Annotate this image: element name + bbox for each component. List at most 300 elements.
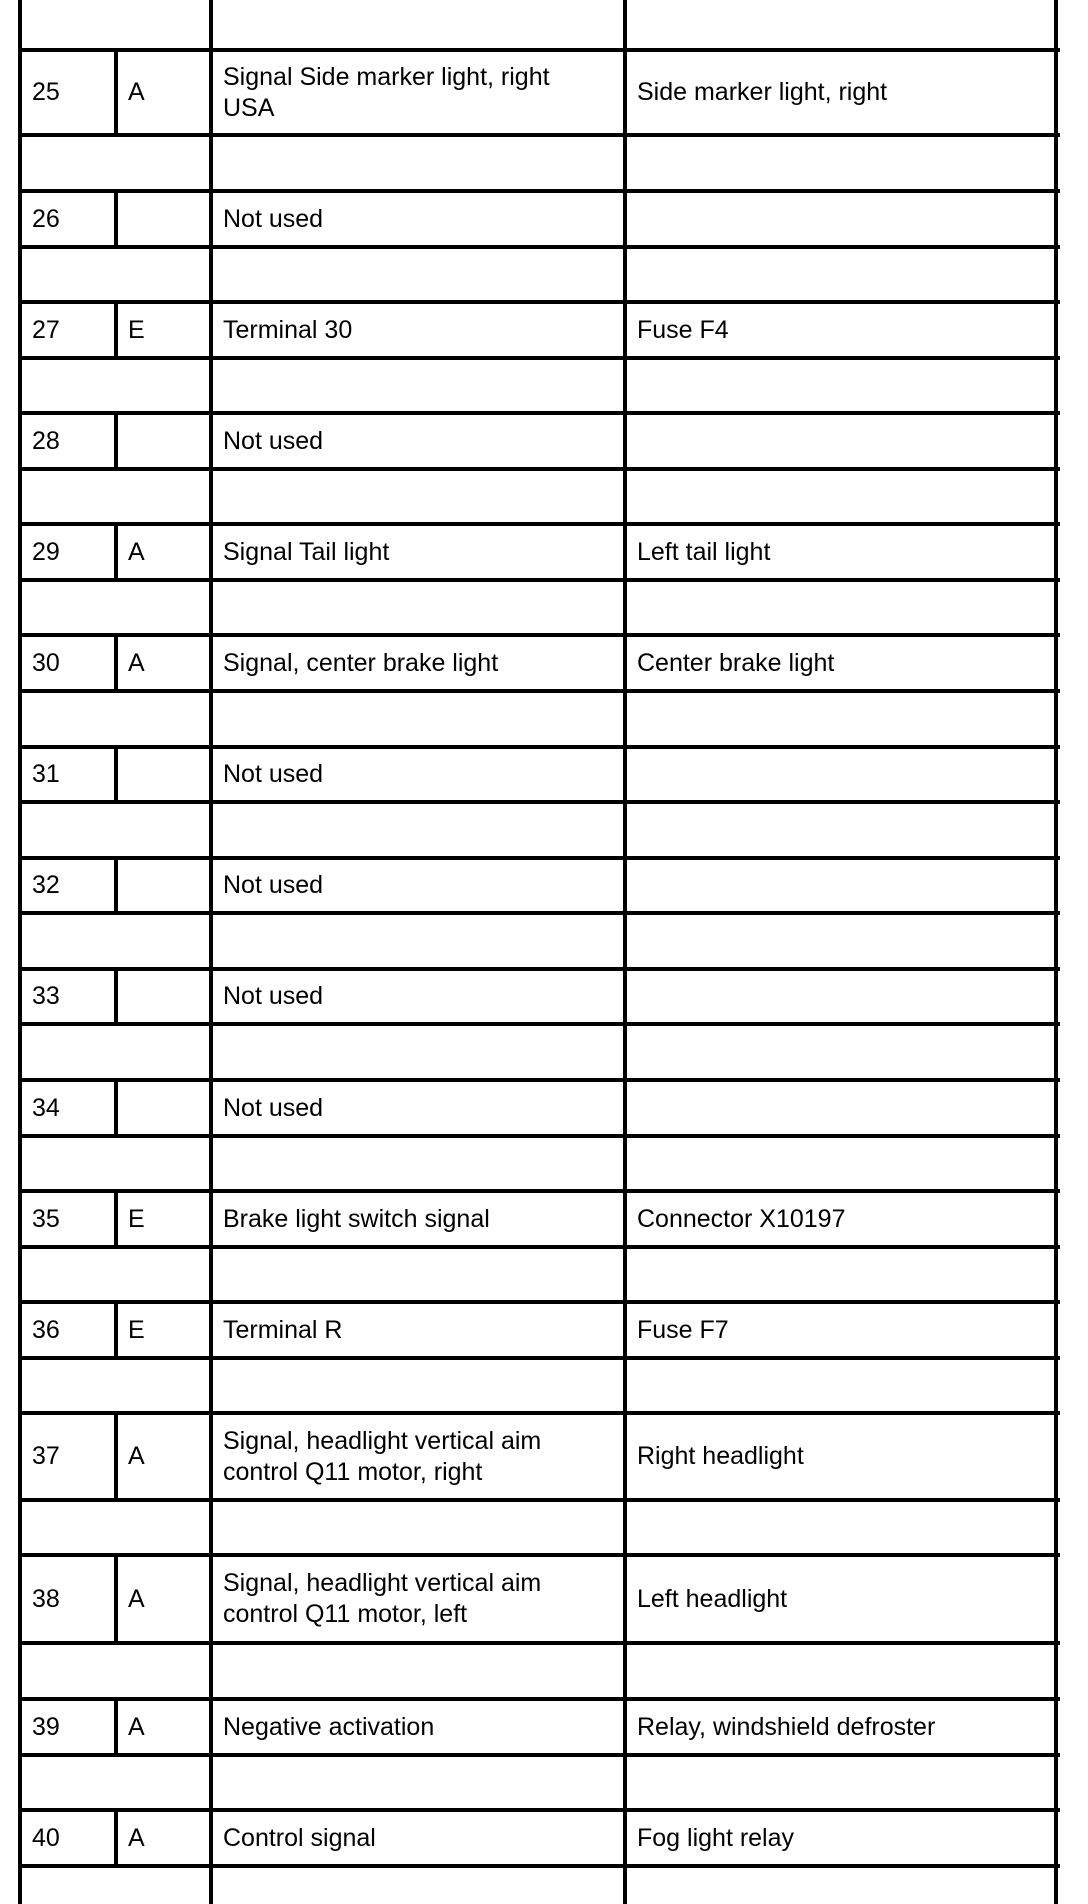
description-cell — [211, 360, 625, 411]
table-spacer-row — [20, 1757, 1060, 1808]
pin-cell — [20, 1360, 116, 1411]
column-divider — [114, 1697, 118, 1757]
pin-cell: 38 — [32, 1584, 60, 1613]
type-cell — [116, 749, 211, 800]
column-divider — [114, 189, 118, 249]
description-cell — [211, 582, 625, 633]
description-cell: Not used — [223, 1093, 324, 1122]
description-cell — [211, 0, 625, 48]
column-divider — [1054, 0, 1058, 52]
row-divider — [18, 911, 1060, 915]
table-row — [20, 526, 1060, 578]
table-spacer-row — [20, 582, 1060, 633]
connection-cell — [625, 1249, 1060, 1300]
connection-cell — [625, 1868, 1060, 1900]
column-divider — [1054, 1245, 1058, 1304]
row-divider — [18, 1189, 1060, 1193]
connection-cell: Side marker light, right — [637, 78, 888, 106]
column-divider — [1054, 48, 1058, 137]
row-divider — [18, 1022, 1060, 1026]
pin-cell: 30 — [32, 648, 60, 677]
row-divider — [18, 1078, 1060, 1082]
column-divider — [209, 1356, 213, 1415]
type-cell: A — [128, 537, 145, 566]
column-divider — [18, 1697, 22, 1757]
column-divider — [1054, 1864, 1058, 1904]
type-cell — [116, 1249, 211, 1300]
type-cell — [116, 1360, 211, 1411]
column-divider — [623, 911, 627, 971]
description-cell — [211, 1249, 625, 1300]
column-divider — [623, 1641, 627, 1701]
column-divider — [1054, 1753, 1058, 1812]
row-divider — [18, 633, 1060, 637]
type-cell: E — [128, 315, 145, 344]
connection-cell — [625, 1082, 1060, 1134]
pin-cell — [20, 1645, 116, 1697]
type-cell — [116, 804, 211, 856]
column-divider — [1054, 745, 1058, 804]
column-divider — [18, 1808, 22, 1868]
connection-cell — [625, 415, 1060, 467]
row-divider — [18, 48, 1060, 52]
column-divider — [1054, 1022, 1058, 1082]
table-row — [20, 749, 1060, 800]
type-cell — [116, 582, 211, 633]
description-cell: Brake light switch signal — [223, 1204, 490, 1233]
column-divider — [18, 1864, 22, 1904]
column-divider — [114, 522, 118, 582]
row-divider — [18, 1697, 1060, 1701]
column-divider — [623, 1498, 627, 1557]
type-cell — [116, 1138, 211, 1189]
table-spacer-row — [20, 249, 1060, 300]
type-cell: A — [128, 648, 145, 677]
description-cell — [211, 1360, 625, 1411]
column-divider — [623, 411, 627, 471]
table-row — [20, 1082, 1060, 1134]
pin-cell — [20, 582, 116, 633]
connection-cell — [625, 0, 1060, 48]
column-divider — [114, 1300, 118, 1360]
table-row — [20, 193, 1060, 245]
column-divider — [18, 1498, 22, 1557]
column-divider — [1054, 1411, 1058, 1502]
column-divider — [209, 133, 213, 193]
column-divider — [209, 800, 213, 860]
row-divider — [18, 1245, 1060, 1249]
column-divider — [209, 1022, 213, 1082]
column-divider — [18, 0, 22, 52]
column-divider — [18, 1553, 22, 1645]
row-divider — [18, 1411, 1060, 1415]
column-divider — [623, 1356, 627, 1415]
column-divider — [623, 856, 627, 915]
table-row — [20, 415, 1060, 467]
row-divider — [18, 689, 1060, 693]
type-cell — [116, 0, 211, 48]
column-divider — [209, 1864, 213, 1904]
description-cell: Not used — [223, 426, 324, 455]
column-divider — [209, 745, 213, 804]
pin-cell: 27 — [32, 315, 60, 344]
column-divider — [623, 1134, 627, 1193]
row-divider — [18, 1498, 1060, 1502]
connection-cell — [625, 582, 1060, 633]
type-cell — [116, 1868, 211, 1900]
type-cell — [116, 915, 211, 967]
pin-cell: 33 — [32, 982, 60, 1010]
connection-cell — [625, 1502, 1060, 1553]
pin-cell — [20, 1757, 116, 1808]
description-cell — [211, 137, 625, 189]
column-divider — [1054, 911, 1058, 971]
type-cell — [116, 249, 211, 300]
column-divider — [623, 1245, 627, 1304]
column-divider — [1054, 1356, 1058, 1415]
table-row — [20, 971, 1060, 1022]
column-divider — [18, 689, 22, 749]
description-cell — [211, 804, 625, 856]
pin-cell — [20, 1138, 116, 1189]
pin-cell: 40 — [32, 1823, 60, 1852]
connection-cell — [625, 137, 1060, 189]
connection-cell — [625, 1757, 1060, 1808]
row-divider — [18, 467, 1060, 471]
column-divider — [209, 689, 213, 749]
column-divider — [209, 1641, 213, 1701]
column-divider — [114, 856, 118, 915]
column-divider — [209, 1697, 213, 1757]
column-divider — [209, 1189, 213, 1249]
description-cell — [211, 693, 625, 745]
connection-cell — [625, 471, 1060, 522]
column-divider — [18, 411, 22, 471]
connection-cell: Left tail light — [637, 537, 771, 566]
column-divider — [1054, 189, 1058, 249]
column-divider — [1054, 800, 1058, 860]
type-cell: E — [128, 1204, 145, 1233]
column-divider — [1054, 300, 1058, 360]
row-divider — [18, 1300, 1060, 1304]
pin-cell — [20, 471, 116, 522]
column-divider — [1054, 1189, 1058, 1249]
table-spacer-row — [20, 1502, 1060, 1553]
connection-cell: Fuse F7 — [637, 1315, 729, 1344]
column-divider — [1054, 689, 1058, 749]
column-divider — [623, 1300, 627, 1360]
table-row — [20, 1415, 1060, 1498]
column-divider — [18, 133, 22, 193]
table-spacer-row — [20, 915, 1060, 967]
column-divider — [18, 1411, 22, 1502]
table-spacer-row — [20, 1249, 1060, 1300]
column-divider — [18, 1022, 22, 1082]
pin-cell — [20, 1502, 116, 1553]
table-row — [20, 304, 1060, 356]
type-cell — [116, 360, 211, 411]
table-row — [20, 637, 1060, 689]
table-row — [20, 1557, 1060, 1641]
description-cell: Not used — [223, 760, 324, 788]
description-cell: Signal Side marker light, right USA — [223, 62, 550, 122]
row-divider — [18, 1864, 1060, 1868]
column-divider — [114, 745, 118, 804]
row-divider — [18, 1753, 1060, 1757]
type-cell — [116, 860, 211, 911]
row-divider — [18, 189, 1060, 193]
connection-cell — [625, 1026, 1060, 1078]
column-divider — [18, 1078, 22, 1138]
row-divider — [18, 856, 1060, 860]
column-divider — [1054, 1808, 1058, 1868]
pin-cell — [20, 915, 116, 967]
column-divider — [623, 1022, 627, 1082]
column-divider — [1054, 967, 1058, 1026]
column-divider — [18, 48, 22, 137]
connection-cell — [625, 749, 1060, 800]
column-divider — [623, 800, 627, 860]
column-divider — [1054, 467, 1058, 526]
column-divider — [18, 578, 22, 637]
description-cell: Control signal — [223, 1823, 376, 1852]
description-cell — [211, 249, 625, 300]
column-divider — [623, 0, 627, 52]
table-row — [20, 1701, 1060, 1753]
pin-cell: 32 — [32, 871, 60, 899]
column-divider — [623, 578, 627, 637]
row-divider — [18, 1356, 1060, 1360]
column-divider — [623, 522, 627, 582]
column-divider — [1054, 133, 1058, 193]
column-divider — [114, 300, 118, 360]
table-row — [20, 1193, 1060, 1245]
column-divider — [114, 48, 118, 137]
column-divider — [623, 133, 627, 193]
column-divider — [623, 633, 627, 693]
description-cell — [211, 1868, 625, 1900]
description-cell: Signal, headlight vertical aim control Q11 motor, right — [223, 1426, 542, 1486]
table-row — [20, 1812, 1060, 1864]
column-divider — [209, 967, 213, 1026]
connection-cell — [625, 860, 1060, 911]
table-row — [20, 1304, 1060, 1356]
description-cell: Signal, center brake light — [223, 648, 499, 677]
column-divider — [623, 1864, 627, 1904]
column-divider — [209, 411, 213, 471]
pin-cell: 26 — [32, 204, 60, 233]
column-divider — [1054, 1553, 1058, 1645]
type-cell — [116, 471, 211, 522]
column-divider — [623, 1411, 627, 1502]
connection-cell: Right headlight — [637, 1442, 804, 1470]
connection-cell: Relay, windshield defroster — [637, 1712, 936, 1741]
column-divider — [209, 1300, 213, 1360]
connection-cell: Fuse F4 — [637, 315, 729, 344]
column-divider — [1054, 633, 1058, 693]
type-cell — [116, 971, 211, 1022]
column-divider — [209, 300, 213, 360]
pin-cell: 39 — [32, 1712, 60, 1741]
column-divider — [1054, 411, 1058, 471]
column-divider — [209, 356, 213, 415]
column-divider — [209, 1411, 213, 1502]
type-cell: A — [128, 1823, 145, 1852]
connection-cell — [625, 971, 1060, 1022]
pin-cell: 35 — [32, 1204, 60, 1233]
row-divider — [18, 245, 1060, 249]
pin-cell: 36 — [32, 1315, 60, 1344]
connection-cell: Connector X10197 — [637, 1204, 846, 1233]
table-spacer-row — [20, 471, 1060, 522]
column-divider — [18, 189, 22, 249]
type-cell — [116, 415, 211, 467]
pin-cell: 37 — [32, 1442, 60, 1470]
pin-cell: 34 — [32, 1093, 60, 1122]
description-cell: Signal, headlight vertical aim control Q11 motor, left — [223, 1569, 542, 1628]
pin-cell: 31 — [32, 760, 60, 788]
column-divider — [209, 522, 213, 582]
table-spacer-row — [20, 0, 1060, 48]
column-divider — [1054, 1134, 1058, 1193]
row-divider — [18, 1134, 1060, 1138]
table-spacer-row — [20, 1645, 1060, 1697]
pin-cell — [20, 1026, 116, 1078]
pin-cell — [20, 137, 116, 189]
table-spacer-row — [20, 693, 1060, 745]
table-spacer-row — [20, 1360, 1060, 1411]
row-divider — [18, 578, 1060, 582]
pin-cell — [20, 0, 116, 48]
column-divider — [623, 356, 627, 415]
type-cell — [116, 1502, 211, 1553]
column-divider — [114, 1553, 118, 1645]
column-divider — [18, 467, 22, 526]
column-divider — [623, 48, 627, 137]
pin-cell: 25 — [32, 78, 60, 106]
description-cell — [211, 915, 625, 967]
connection-cell — [625, 915, 1060, 967]
column-divider — [1054, 1078, 1058, 1138]
pin-cell — [20, 360, 116, 411]
connection-cell — [625, 360, 1060, 411]
column-divider — [623, 967, 627, 1026]
description-cell: Not used — [223, 204, 324, 233]
column-divider — [209, 1245, 213, 1304]
column-divider — [18, 522, 22, 582]
column-divider — [18, 856, 22, 915]
type-cell — [116, 1082, 211, 1134]
description-cell: Terminal 30 — [223, 315, 353, 344]
description-cell — [211, 1502, 625, 1553]
table-spacer-row — [20, 1138, 1060, 1189]
row-divider — [18, 745, 1060, 749]
column-divider — [18, 745, 22, 804]
row-divider — [18, 800, 1060, 804]
column-divider — [1054, 245, 1058, 304]
pin-cell — [20, 693, 116, 745]
row-divider — [18, 300, 1060, 304]
column-divider — [18, 1753, 22, 1812]
type-cell — [116, 1645, 211, 1697]
type-cell: A — [128, 1442, 145, 1470]
column-divider — [209, 48, 213, 137]
column-divider — [18, 1300, 22, 1360]
column-divider — [623, 1697, 627, 1757]
column-divider — [18, 1356, 22, 1415]
column-divider — [209, 467, 213, 526]
column-divider — [209, 1134, 213, 1193]
description-cell: Terminal R — [223, 1315, 343, 1344]
description-cell: Not used — [223, 982, 324, 1010]
connection-cell: Fog light relay — [637, 1823, 795, 1852]
column-divider — [623, 467, 627, 526]
column-divider — [209, 1808, 213, 1868]
column-divider — [18, 633, 22, 693]
pin-cell — [20, 804, 116, 856]
description-cell: Not used — [223, 871, 324, 899]
table-row — [20, 52, 1060, 133]
column-divider — [18, 1245, 22, 1304]
column-divider — [114, 1808, 118, 1868]
column-divider — [623, 189, 627, 249]
column-divider — [18, 300, 22, 360]
pin-cell: 29 — [32, 537, 60, 566]
table-spacer-row — [20, 1026, 1060, 1078]
column-divider — [209, 189, 213, 249]
column-divider — [18, 911, 22, 971]
row-divider — [18, 967, 1060, 971]
table-spacer-row — [20, 137, 1060, 189]
pin-cell: 28 — [32, 426, 60, 455]
column-divider — [209, 245, 213, 304]
column-divider — [1054, 856, 1058, 915]
column-divider — [18, 1641, 22, 1701]
column-divider — [1054, 356, 1058, 415]
column-divider — [209, 1553, 213, 1645]
row-divider — [18, 356, 1060, 360]
column-divider — [18, 800, 22, 860]
column-divider — [623, 689, 627, 749]
column-divider — [209, 856, 213, 915]
connection-cell: Center brake light — [637, 648, 835, 677]
column-divider — [209, 578, 213, 637]
connection-cell — [625, 249, 1060, 300]
description-cell — [211, 1026, 625, 1078]
connection-cell — [625, 1645, 1060, 1697]
type-cell — [116, 1757, 211, 1808]
column-divider — [114, 1078, 118, 1138]
connection-cell — [625, 1138, 1060, 1189]
row-divider — [18, 1641, 1060, 1645]
column-divider — [623, 1078, 627, 1138]
description-cell: Negative activation — [223, 1712, 435, 1741]
column-divider — [114, 967, 118, 1026]
column-divider — [18, 245, 22, 304]
type-cell: E — [128, 1315, 145, 1344]
column-divider — [18, 967, 22, 1026]
column-divider — [209, 633, 213, 693]
pin-cell — [20, 249, 116, 300]
column-divider — [623, 745, 627, 804]
type-cell — [116, 193, 211, 245]
column-divider — [114, 633, 118, 693]
column-divider — [1054, 578, 1058, 637]
column-divider — [114, 411, 118, 471]
description-cell — [211, 1645, 625, 1697]
row-divider — [18, 522, 1060, 526]
column-divider — [1054, 1641, 1058, 1701]
